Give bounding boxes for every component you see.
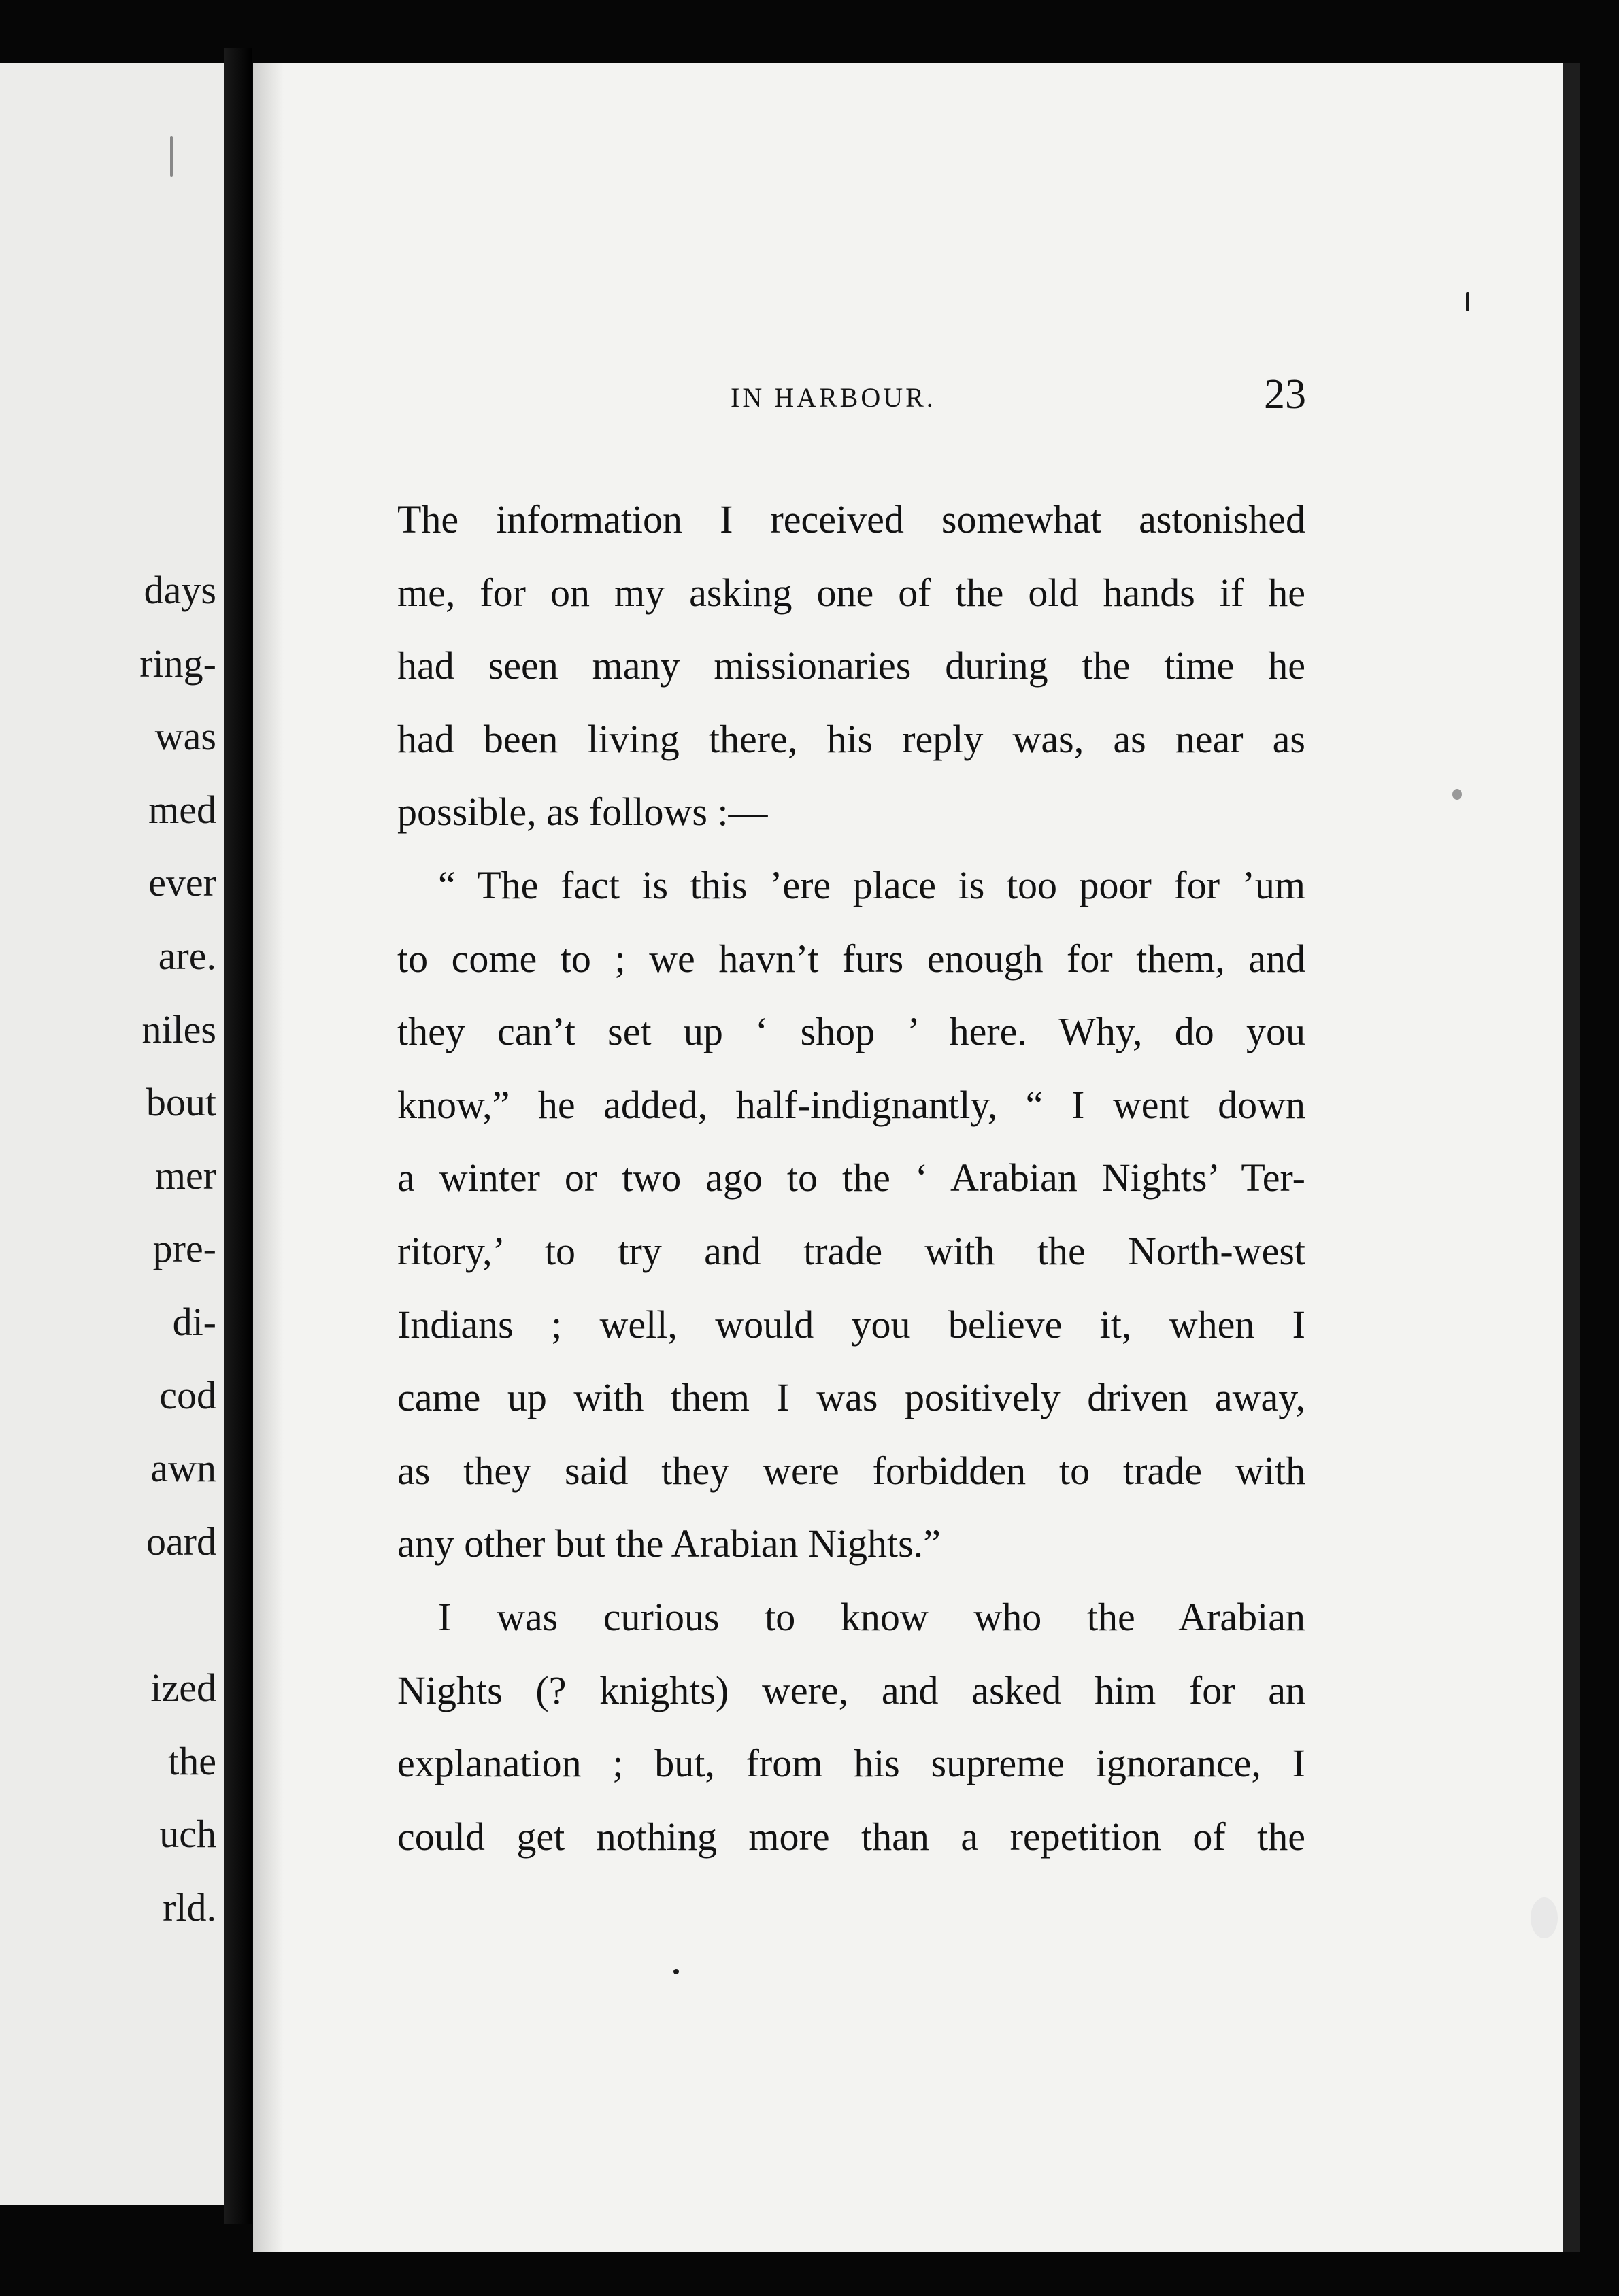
text-line: came up with them I was positively driven away, bbox=[397, 1375, 1305, 1420]
scan-speck bbox=[673, 1969, 679, 1974]
facing-line: cod bbox=[159, 1372, 216, 1417]
text-line: me, for on my asking one of the old hands if he bbox=[397, 570, 1305, 615]
facing-line: ever bbox=[148, 860, 216, 905]
text-line: they can’t set up ‘ shop ’ here. Why, do you bbox=[397, 1009, 1305, 1054]
facing-page bbox=[0, 63, 224, 2205]
scan-speck bbox=[1452, 789, 1462, 800]
text-line: know,” he added, half-indignantly, “ I went down bbox=[397, 1082, 1305, 1127]
facing-line: di- bbox=[172, 1299, 216, 1344]
facing-line: ized bbox=[150, 1665, 216, 1710]
text-line: any other but the Arabian Nights.” bbox=[397, 1521, 941, 1566]
facing-line: days bbox=[144, 568, 216, 612]
facing-line: oard bbox=[146, 1519, 216, 1564]
facing-line: the bbox=[168, 1738, 216, 1783]
scan-speck bbox=[170, 136, 173, 177]
text-line: Indians ; well, would you believe it, when I bbox=[397, 1302, 1305, 1347]
facing-line: bout bbox=[146, 1080, 216, 1125]
facing-line: mer bbox=[154, 1153, 216, 1198]
gutter-shadow bbox=[224, 48, 252, 2224]
text-line: “ The fact is this ’ere place is too poor for ’um bbox=[438, 862, 1305, 907]
facing-line: pre- bbox=[152, 1226, 216, 1271]
facing-line: med bbox=[148, 787, 216, 832]
running-head: IN HARBOUR. bbox=[731, 382, 936, 413]
facing-line: awn bbox=[150, 1446, 216, 1491]
facing-line: are. bbox=[158, 933, 216, 978]
text-line: could get nothing more than a repetition of the bbox=[397, 1814, 1305, 1859]
page-number: 23 bbox=[1264, 371, 1306, 418]
page-header bbox=[397, 371, 1309, 432]
facing-line: rld. bbox=[163, 1885, 216, 1929]
text-line: had been living there, his reply was, as near as bbox=[397, 716, 1305, 761]
facing-line: ring- bbox=[139, 641, 216, 686]
scan-speck bbox=[1531, 1897, 1558, 1938]
scan-speck bbox=[1466, 292, 1469, 311]
text-line: I was curious to know who the Arabian bbox=[438, 1594, 1305, 1639]
text-line: as they said they were forbidden to trade with bbox=[397, 1448, 1305, 1493]
facing-line: uch bbox=[159, 1812, 216, 1857]
facing-line: was bbox=[154, 714, 216, 759]
text-line: Nights (? knights) were, and asked him for an bbox=[397, 1668, 1305, 1712]
text-line: a winter or two ago to the ‘ Arabian Nights’ Ter- bbox=[397, 1155, 1305, 1200]
facing-line bbox=[12, 1578, 216, 1651]
body-text bbox=[397, 483, 1305, 1873]
facing-page-text bbox=[12, 554, 216, 1944]
text-line: The information I received somewhat astonished bbox=[397, 497, 1305, 541]
text-line: explanation ; but, from his supreme ignorance, I bbox=[397, 1741, 1305, 1786]
text-line: had seen many missionaries during the time he bbox=[397, 643, 1305, 688]
text-line: to come to ; we havn’t furs enough for them, and bbox=[397, 936, 1305, 981]
facing-line: niles bbox=[141, 1007, 216, 1051]
text-line: ritory,’ to try and trade with the North-west bbox=[397, 1228, 1305, 1273]
text-line: possible, as follows :— bbox=[397, 790, 768, 834]
page-edge-shadow bbox=[253, 63, 284, 2252]
